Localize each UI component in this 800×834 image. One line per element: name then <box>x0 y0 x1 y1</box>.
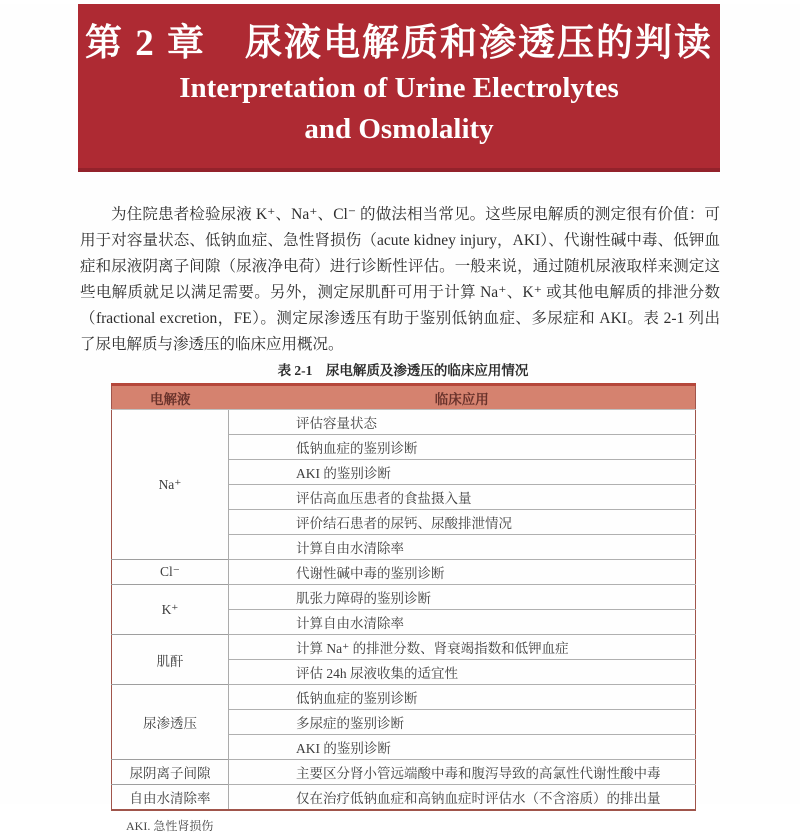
electrolyte-cell: 尿渗透压 <box>112 685 229 760</box>
electrolyte-cell: 尿阴离子间隙 <box>112 760 229 785</box>
table-row <box>112 685 696 710</box>
application-cell: 评价结石患者的尿钙、尿酸排泄情况 <box>229 510 696 535</box>
table-row <box>112 785 696 810</box>
application-cell: 计算自由水清除率 <box>229 535 696 560</box>
table-footnote: AKI. 急性肾损伤 <box>126 818 214 833</box>
chapter-title-zh: 第 2 章 尿液电解质和渗透压的判读 <box>85 23 713 64</box>
column-header-application: 临床应用 <box>229 385 696 410</box>
table-row <box>112 760 696 785</box>
table-row <box>112 635 696 660</box>
application-cell: 低钠血症的鉴别诊断 <box>229 685 696 710</box>
application-cell: 计算自由水清除率 <box>229 610 696 635</box>
application-cell: 主要区分肾小管远端酸中毒和腹泻导致的高氯性代谢性酸中毒 <box>229 760 696 785</box>
application-cell: 代谢性碱中毒的鉴别诊断 <box>229 560 696 585</box>
book-page <box>0 4 800 833</box>
table-row <box>112 410 696 435</box>
electrolyte-cell: Cl⁻ <box>112 560 229 585</box>
application-cell: 评估 24h 尿液收集的适宜性 <box>229 660 696 685</box>
table-caption: 表 2-1 尿电解质及渗透压的临床应用情况 <box>277 363 529 378</box>
application-cell: 多尿症的鉴别诊断 <box>229 710 696 735</box>
table-row <box>112 585 696 610</box>
application-cell: 评估容量状态 <box>229 410 696 435</box>
application-cell: 仅在治疗低钠血症和高钠血症时评估水（不含溶质）的排出量 <box>229 785 696 810</box>
electrolyte-cell: 自由水清除率 <box>112 785 229 810</box>
table-row <box>112 560 696 585</box>
clinical-applications-table <box>111 383 696 811</box>
electrolyte-cell: K⁺ <box>112 585 229 635</box>
application-cell: AKI 的鉴别诊断 <box>229 460 696 485</box>
column-header-electrolyte: 电解液 <box>112 385 229 410</box>
intro-paragraph: 为住院患者检验尿液 K⁺、Na⁺、Cl⁻ 的做法相当常见。这些尿电解质的测定很有价值：可用于对容量状态、低钠血症、急性肾损伤（acute kidney injury，AKI）、代谢性碱中毒、低钾血症和尿液阴离子间隙（尿液净电荷）进行诊断性评估。一般来说，通过随机尿液取样来测定这些电解质就足以满足需要。另外，测定尿肌酐可用于计算 Na⁺、K⁺ 或其他电解质的排泄分数（fractional excretion，FE）。测定尿渗透压有助于鉴别低钠血症、多尿症和 AKI。表 2-1 列出了尿电解质与渗透压的临床应用概况。 <box>80 206 720 353</box>
chapter-title-en-line2: and Osmolality <box>304 113 494 145</box>
electrolyte-cell: Na⁺ <box>112 410 229 560</box>
application-cell: 肌张力障碍的鉴别诊断 <box>229 585 696 610</box>
application-cell: 评估高血压患者的食盐摄入量 <box>229 485 696 510</box>
electrolyte-cell: 肌酐 <box>112 635 229 685</box>
table-header-row <box>112 385 696 410</box>
application-cell: 低钠血症的鉴别诊断 <box>229 435 696 460</box>
chapter-banner <box>78 4 720 172</box>
chapter-title-en-line1: Interpretation of Urine Electrolytes <box>179 72 619 104</box>
application-cell: AKI 的鉴别诊断 <box>229 735 696 760</box>
application-cell: 计算 Na⁺ 的排泄分数、肾衰竭指数和低钾血症 <box>229 635 696 660</box>
